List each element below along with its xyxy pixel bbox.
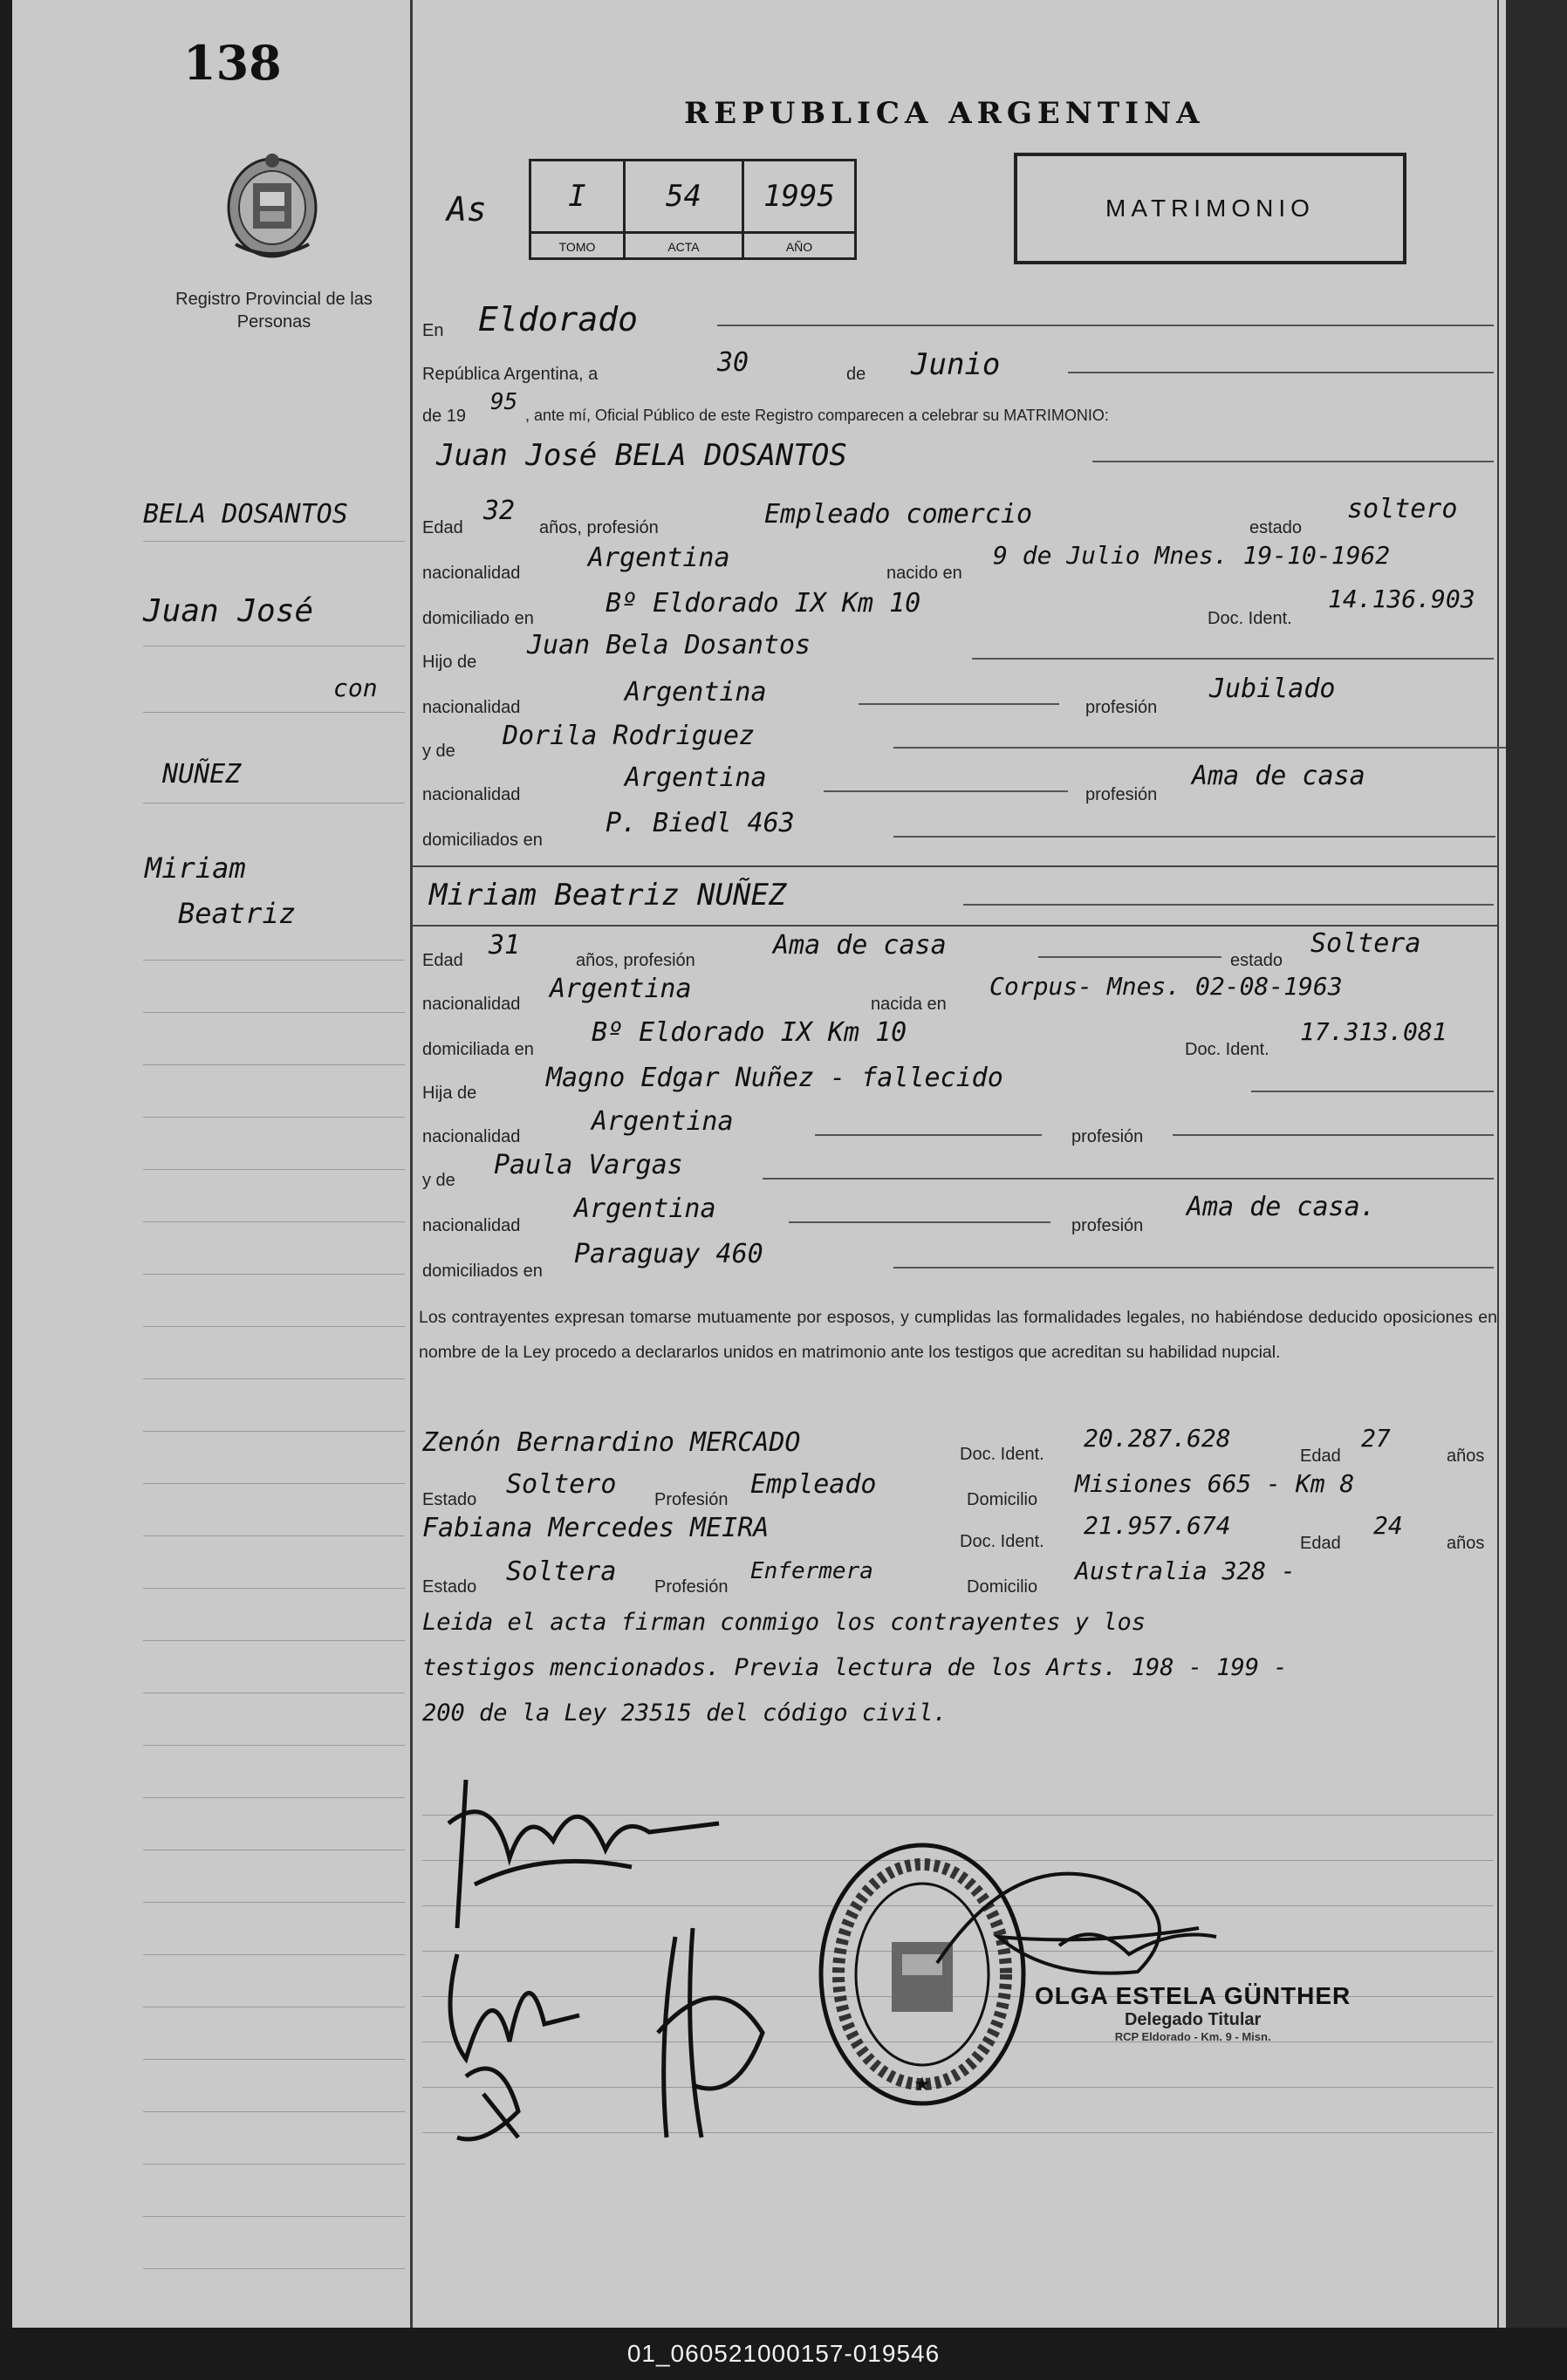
line	[143, 1588, 405, 1589]
groom-father-profession: Jubilado	[1209, 674, 1336, 704]
ano-label: AÑO	[744, 231, 854, 260]
country-title: REPUBLICA ARGENTINA	[684, 96, 1205, 131]
signature-witness	[640, 1911, 789, 2164]
line	[1173, 1134, 1494, 1136]
line	[143, 2111, 405, 2112]
line	[143, 803, 405, 804]
acta-value: 54	[626, 161, 744, 231]
bride-birth: Corpus- Mnes. 02-08-1963	[989, 972, 1343, 1001]
bride-mother: Paula Vargas	[494, 1150, 683, 1180]
line	[143, 1326, 405, 1327]
closing-line-1: Leida el acta firman conmigo los contrayentes y los	[422, 1609, 1146, 1636]
doc-label: Doc. Ident.	[960, 1532, 1044, 1551]
de-label: de	[846, 365, 866, 384]
groom-birth: 9 de Julio Mnes. 19-10-1962	[993, 541, 1391, 570]
groom-address: Bº Eldorado IX Km 10	[606, 588, 921, 619]
registry-name: Registro Provincial de las Personas	[175, 290, 373, 332]
witness1-profession: Empleado	[750, 1469, 877, 1500]
svg-text:★: ★	[914, 2073, 931, 2095]
acta-label: ACTA	[626, 231, 744, 260]
margin-surname-bride: NUÑEZ	[162, 759, 242, 790]
bride-mother-nationality: Argentina	[574, 1193, 716, 1224]
delegate-name: OLGA ESTELA GÜNTHER	[1035, 1982, 1351, 2009]
estado-label: Estado	[422, 1490, 477, 1509]
witness2-doc: 21.957.674	[1084, 1511, 1231, 1540]
bride-status: Soltera	[1310, 928, 1421, 959]
line	[143, 1483, 405, 1484]
profesion-label: Profesión	[654, 1577, 729, 1597]
bride-father: Magno Edgar Nuñez - fallecido	[546, 1063, 1003, 1093]
line	[143, 1169, 405, 1170]
groom-status: soltero	[1347, 494, 1458, 524]
footer-bar	[0, 2328, 1567, 2380]
doc-label: Doc. Ident.	[1208, 609, 1292, 628]
section-divider	[412, 925, 1497, 927]
document-page	[12, 0, 1506, 2328]
estado-label: estado	[1249, 518, 1303, 537]
nac-label: nacionalidad	[422, 1216, 521, 1235]
line	[1038, 956, 1221, 958]
hijo-label: Hijo de	[422, 653, 477, 672]
doc-label: Doc. Ident.	[960, 1445, 1044, 1464]
line	[1068, 372, 1494, 373]
act-number-box	[529, 159, 857, 260]
year-value: 95	[490, 389, 518, 415]
groom-doc: 14.136.903	[1328, 585, 1475, 613]
line	[143, 2059, 405, 2060]
line	[963, 904, 1494, 906]
line	[143, 1797, 405, 1798]
domiciliados-label: domiciliados en	[422, 1262, 543, 1281]
nac-label: nacionalidad	[422, 785, 521, 804]
line	[143, 1535, 405, 1536]
bride-age: 31	[489, 930, 521, 961]
groom-nationality: Argentina	[588, 543, 730, 573]
line	[143, 1221, 405, 1222]
domicilio-label: Domicilio	[967, 1490, 1038, 1509]
line	[859, 703, 1059, 705]
en-label: En	[422, 321, 444, 340]
witness1-name: Zenón Bernardino MERCADO	[422, 1427, 801, 1458]
margin-given-bride-2: Beatriz	[178, 897, 296, 930]
groom-profession: Empleado comercio	[764, 499, 1033, 530]
line	[143, 1431, 405, 1432]
folio-number: 138	[183, 35, 282, 91]
bride-profession: Ama de casa	[773, 930, 947, 961]
edad-label: Edad	[422, 951, 463, 970]
witness2-age: 24	[1373, 1511, 1403, 1540]
as-mark: As	[447, 190, 487, 229]
groom-father-nationality: Argentina	[625, 677, 767, 708]
nac-label: nacionalidad	[422, 995, 521, 1014]
y-de-label: y de	[422, 742, 455, 761]
line	[143, 1745, 405, 1746]
line	[143, 1274, 405, 1275]
nacida-label: nacida en	[871, 995, 947, 1014]
line	[143, 1117, 405, 1118]
profesion-label: años, profesión	[576, 951, 695, 970]
profesion-label: Profesión	[654, 1490, 729, 1509]
closing-line-2: testigos mencionados. Previa lectura de los Arts. 198 - 199 -	[422, 1654, 1288, 1681]
line	[143, 1064, 405, 1065]
tomo-value: I	[531, 161, 626, 231]
groom-mother-nationality: Argentina	[625, 763, 767, 793]
line	[143, 712, 405, 713]
witness2-address: Australia 328 -	[1075, 1556, 1296, 1585]
nac-label: nacionalidad	[422, 698, 521, 717]
y-de-label: y de	[422, 1171, 455, 1190]
tomo-label: TOMO	[531, 231, 626, 260]
line	[893, 747, 1506, 749]
ano-value: 1995	[763, 179, 835, 214]
nac-label: nacionalidad	[422, 1127, 521, 1146]
provincial-crest-icon	[218, 148, 326, 262]
witness2-profession: Enfermera	[750, 1558, 873, 1584]
bride-father-nationality: Argentina	[592, 1106, 734, 1137]
comparecen-text: , ante mí, Oficial Público de este Registro comparecen a celebrar su MATRIMONIO:	[525, 407, 1109, 424]
section-divider	[412, 865, 1497, 867]
place-value: Eldorado	[478, 300, 639, 339]
line	[1251, 1091, 1494, 1092]
delegate-stamp	[1035, 1982, 1351, 2043]
doc-label: Doc. Ident.	[1185, 1040, 1269, 1059]
profesion-label: profesión	[1071, 1127, 1144, 1146]
line	[143, 1378, 405, 1379]
month-value: Junio	[911, 347, 1001, 382]
delegate-place: RCP Eldorado - Km. 9 - Misn.	[1114, 2030, 1271, 2043]
margin-con: con	[333, 674, 378, 702]
nac-label: nacionalidad	[422, 564, 521, 583]
anos-label: años	[1447, 1446, 1485, 1466]
anos-label: años	[1447, 1534, 1485, 1553]
witness1-age: 27	[1361, 1424, 1391, 1453]
closing-line-3: 200 de la Ley 23515 del código civil.	[422, 1700, 948, 1727]
line	[763, 1178, 1494, 1180]
footer-id: 01_060521000157-019546	[626, 2340, 941, 2367]
line	[893, 836, 1495, 838]
bride-address: Bº Eldorado IX Km 10	[592, 1017, 907, 1048]
line	[143, 1954, 405, 1955]
groom-father: Juan Bela Dosantos	[527, 630, 811, 660]
bride-mother-profession: Ama de casa.	[1187, 1192, 1376, 1222]
margin-given-bride-1: Miriam	[145, 851, 246, 885]
groom-age: 32	[483, 496, 516, 526]
line	[815, 1134, 1042, 1136]
line	[143, 1012, 405, 1013]
line	[143, 541, 405, 542]
profesion-label: profesión	[1085, 785, 1158, 804]
line	[893, 1267, 1494, 1269]
right-border	[1497, 0, 1499, 2328]
estado-label: Estado	[422, 1577, 477, 1597]
profesion-label: profesión	[1071, 1216, 1144, 1235]
line	[972, 658, 1494, 660]
margin-given-groom: Juan José	[143, 593, 314, 629]
estado-label: estado	[1230, 951, 1283, 970]
line	[143, 2216, 405, 2217]
nacido-label: nacido en	[886, 564, 962, 583]
line	[717, 325, 1494, 326]
edad-label: Edad	[422, 518, 463, 537]
domicilio-label: Domicilio	[967, 1577, 1038, 1597]
line	[143, 960, 405, 961]
line	[143, 2268, 405, 2269]
line	[143, 1902, 405, 1903]
witness1-doc: 20.287.628	[1084, 1424, 1231, 1453]
line	[1092, 461, 1494, 462]
groom-mother: Dorila Rodriguez	[503, 721, 755, 751]
witness1-status: Soltero	[506, 1469, 617, 1500]
witness2-status: Soltera	[506, 1556, 617, 1587]
bride-nationality: Argentina	[550, 974, 692, 1004]
declaration-paragraph: Los contrayentes expresan tomarse mutuamente por esposos, y cumplidas las formalidades legales, no habiéndose deducido oposiciones en nombre de la Ley procedo a declararlos unidos en matrimonio ante los testigos que acreditan su habilidad nupcial.	[419, 1308, 1497, 1362]
groom-name: Juan José BELA DOSANTOS	[436, 438, 847, 473]
margin-surname-groom: BELA DOSANTOS	[143, 499, 348, 530]
signature-bride	[431, 1919, 606, 2164]
delegate-role: Delegado Titular	[1124, 2010, 1262, 2029]
groom-mother-profession: Ama de casa	[1192, 761, 1365, 791]
line	[789, 1221, 1050, 1223]
line	[143, 1640, 405, 1641]
dom-label: domiciliado en	[422, 609, 534, 628]
domiciliados-label: domiciliados en	[422, 831, 543, 850]
edad-label: Edad	[1300, 1534, 1341, 1553]
witness2-name: Fabiana Mercedes MEIRA	[422, 1513, 770, 1543]
rep-label: República Argentina, a	[422, 365, 599, 384]
profesion-label: profesión	[1085, 698, 1158, 717]
dom-label: domiciliada en	[422, 1040, 534, 1059]
de-19-label: de 19	[422, 407, 467, 426]
bride-doc: 17.313.081	[1300, 1017, 1447, 1046]
groom-parents-address: P. Biedl 463	[606, 808, 795, 838]
bride-name: Miriam Beatriz NUÑEZ	[429, 878, 787, 913]
document-type-box: MATRIMONIO	[1014, 153, 1406, 264]
witness1-address: Misiones 665 - Km 8	[1075, 1469, 1355, 1498]
hija-label: Hija de	[422, 1084, 477, 1103]
margin-divider	[410, 0, 413, 2328]
day-value: 30	[717, 347, 749, 378]
page-edge	[1506, 0, 1567, 2328]
edad-label: Edad	[1300, 1446, 1341, 1466]
line	[143, 2164, 405, 2165]
line	[824, 790, 1068, 792]
bride-parents-address: Paraguay 460	[574, 1239, 763, 1269]
signature-officer	[920, 1823, 1269, 1998]
profesion-label: años, profesión	[539, 518, 659, 537]
